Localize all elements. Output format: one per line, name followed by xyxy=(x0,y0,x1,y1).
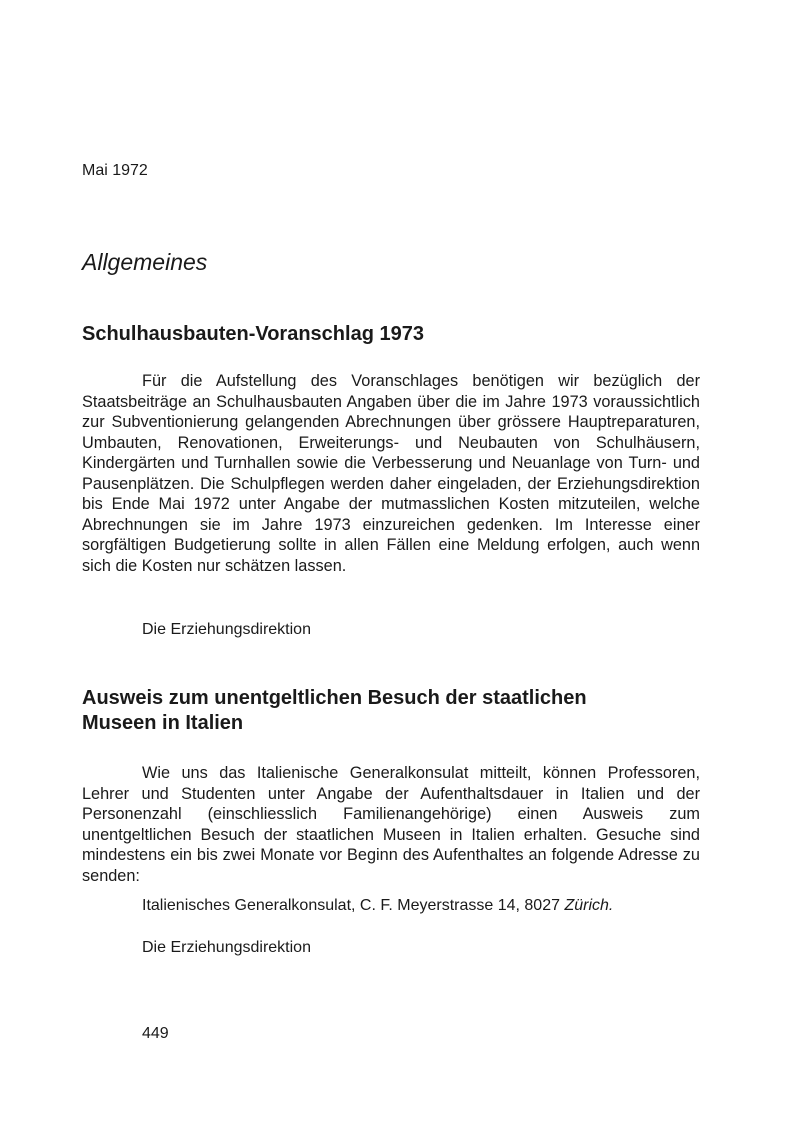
article-heading-museums xyxy=(82,686,587,736)
heading-line-2: Museen in Italien xyxy=(82,712,244,734)
page-number: 449 xyxy=(142,1025,169,1042)
heading-line-1: Ausweis zum unentgeltlichen Besuch der staatlichen xyxy=(82,687,587,709)
address-text: Italienisches Generalkonsulat, C. F. Meyerstrasse 14, 8027 xyxy=(142,897,560,914)
signature-budget: Die Erziehungsdirektion xyxy=(142,621,311,638)
article-body-budget xyxy=(82,371,700,576)
issue-date: Mai 1972 xyxy=(82,162,148,179)
article-heading-budget: Schulhausbauten-Voranschlag 1973 xyxy=(82,323,424,345)
section-title: Allgemeines xyxy=(82,249,208,275)
article-body-budget-text: Für die Aufstellung des Voranschlages benötigen wir bezüglich der Staatsbeiträge an Schulhausbauten Angaben über die im Jahre 1973 voraussichtlich zur Subventionierung gelangenden Abrechnungen über grössere Hauptreparaturen, Umbauten, Renovationen, Erweiterungs- und Neubauten von Schulhäusern, Kindergärten und Turnhallen sowie die Verbesserung und Neuanlage von Turn- und Pausenplätzen. Die Schulpflegen werden daher eingeladen, der Erziehungsdirektion bis Ende Mai 1972 unter Angabe der mutmasslichen Kosten mitzuteilen, welche Abrechnungen sie im Jahre 1973 einzureichen gedenken. Im Interesse einer sorgfältigen Budgetierung sollte in allen Fällen eine Meldung erfolgen, auch wenn sich die Kosten nur schätzen lassen. xyxy=(82,372,700,575)
article-body-museums xyxy=(82,763,700,886)
signature-museums: Die Erziehungsdirektion xyxy=(142,939,311,956)
address-city: Zürich. xyxy=(564,897,614,914)
consulate-address xyxy=(142,897,613,915)
article-body-museums-text: Wie uns das Italienische Generalkonsulat mitteilt, können Professoren, Lehrer und Studenten unter Angabe der Aufenthaltsdauer in Italien und der Personenzahl (einschliesslich Familienangehörige) einen Ausweis zum unentgeltlichen Besuch der staatlichen Museen in Italien erhalten. Gesuche sind mindestens ein bis zwei Monate vor Beginn des Aufenthaltes an folgende Adresse zu senden: xyxy=(82,764,700,885)
